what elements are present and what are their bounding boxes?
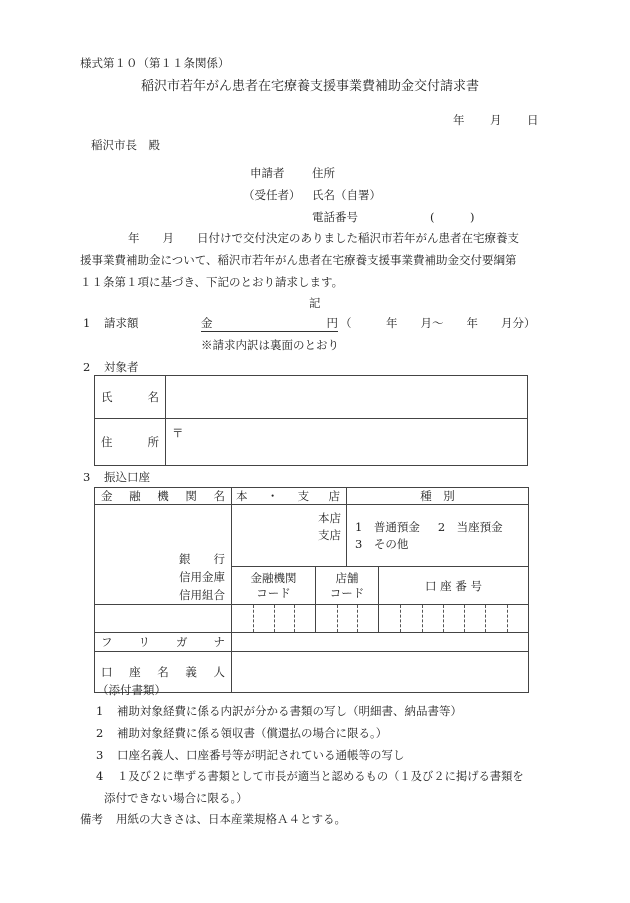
furigana-label: フ リ ガ ナ (95, 633, 232, 652)
remarks-label: 備考 (80, 812, 103, 826)
document-title: 稲沢市若年がん患者在宅療養支援事業費補助金交付請求書 (141, 79, 480, 94)
digit-divider (485, 605, 486, 632)
account-holder-field[interactable] (232, 652, 529, 693)
attachment-3-text: 口座名義人、口座番号等が明記されている通帳等の写し (117, 748, 405, 762)
addressee: 稲沢市長 殿 (91, 138, 160, 152)
section3-label: 振込口座 (104, 470, 150, 484)
claim-period: （ 年 月～ 年 月分） (340, 316, 536, 330)
digit-divider (443, 605, 444, 632)
section1-label: 請求額 (104, 316, 139, 330)
amount-field[interactable] (201, 316, 338, 332)
attachments-heading: （添付書類） (97, 683, 166, 697)
bank-name-field-cont (95, 605, 232, 633)
digit-divider (294, 605, 295, 632)
applicant-label: 申請者 (250, 166, 285, 180)
phone-label: 電話番号 (312, 210, 358, 224)
form-number: 様式第１０（第１１条関係） (80, 56, 230, 70)
account-type-current[interactable]: 2 当座預金 (437, 519, 503, 534)
digit-divider (274, 605, 275, 632)
body-line-2: 援事業費補助金について、稲沢市若年がん患者在宅療養支援事業費補助金交付要綱第 (80, 253, 517, 267)
section2-label: 対象者 (104, 360, 139, 374)
account-type-header: 種 別 (347, 488, 529, 505)
name-label: 氏名（自署） (312, 188, 381, 202)
subject-table (94, 375, 528, 466)
bank-code-field[interactable] (232, 605, 316, 633)
subject-name-label: 氏 名 (95, 376, 166, 419)
attachment-2-text: 補助対象経費に係る領収書（償還払の場合に限る。） (117, 726, 388, 740)
account-number-header: 口 座 番 号 (379, 567, 529, 605)
phone-paren-close: ) (470, 210, 475, 224)
bank-type-kumiai: 信用組合 (179, 588, 225, 602)
digit-divider (422, 605, 423, 632)
section2-number: 2 (83, 360, 91, 374)
claim-note: ※請求内訳は裏面のとおり (201, 338, 339, 352)
branch-code-header: 店舗 コード (316, 567, 379, 605)
bank-type-shinkin: 信用金庫 (179, 570, 225, 584)
date-year: 年 (453, 113, 465, 127)
account-holder-label: 口 座 名 義 人 (95, 652, 232, 693)
branch-header: 本 ・ 支 店 (232, 488, 347, 505)
subject-address-field[interactable] (166, 419, 528, 466)
yen-label: 円 (326, 316, 338, 330)
subject-name-field[interactable] (166, 376, 528, 419)
postal-mark: 〒 (172, 426, 184, 440)
date-month: 月 (490, 113, 502, 127)
address-label: 住所 (312, 166, 335, 180)
digit-divider (337, 605, 338, 632)
section1-number: 1 (83, 316, 91, 330)
subject-address-label: 住 所 (95, 419, 166, 466)
section3-number: 3 (83, 470, 91, 484)
bank-name-header: 金 融 機 関 名 (95, 488, 232, 505)
account-type-ordinary[interactable]: 1 普通預金 (355, 519, 420, 534)
attachment-1-num: 1 (96, 704, 104, 718)
digit-divider (507, 605, 508, 632)
digit-divider (253, 605, 254, 632)
ki-heading: 記 (309, 296, 321, 310)
attachment-4-num: 4 (96, 769, 104, 783)
proxy-label: （受任者） (243, 188, 301, 202)
bank-type-bank: 銀 行 (179, 552, 225, 566)
date-day: 日 (527, 113, 539, 127)
digit-divider (400, 605, 401, 632)
digit-divider (464, 605, 465, 632)
body-line-3: １１条第１項に基づき、下記のとおり請求します。 (80, 275, 344, 289)
bank-code-header: 金融機関 コード (232, 567, 316, 605)
attachment-1-text: 補助対象経費に係る内訳が分かる書類の写し（明細書、納品書等） (117, 704, 462, 718)
account-type-other[interactable]: 3 その他 (355, 536, 409, 551)
attachment-4-cont: 添付できない場合に限る。） (104, 791, 248, 805)
attachment-2-num: 2 (96, 726, 104, 740)
branch-type-main: 本店 (318, 511, 341, 525)
bank-name-field[interactable] (95, 505, 232, 605)
attachment-3-num: 3 (96, 748, 104, 762)
furigana-field[interactable] (232, 633, 529, 652)
bank-account-table (94, 487, 529, 693)
phone-paren-open: ( (430, 210, 435, 224)
account-number-field[interactable] (379, 605, 529, 633)
account-type-field[interactable] (347, 505, 529, 567)
branch-type-sub: 支店 (318, 528, 341, 542)
kin-label: 金 (201, 316, 213, 330)
remarks-text: 用紙の大きさは、日本産業規格Ａ４とする。 (116, 812, 346, 826)
branch-field[interactable] (232, 505, 347, 567)
branch-code-field[interactable] (316, 605, 379, 633)
body-line-1: 年 月 日付けで交付決定のありました稲沢市若年がん患者在宅療養支 (128, 231, 519, 245)
attachment-4-text: １及び２に準ずる書類として市長が適当と認めるもの（１及び２に掲げる書類を (117, 770, 524, 783)
digit-divider (357, 605, 358, 632)
